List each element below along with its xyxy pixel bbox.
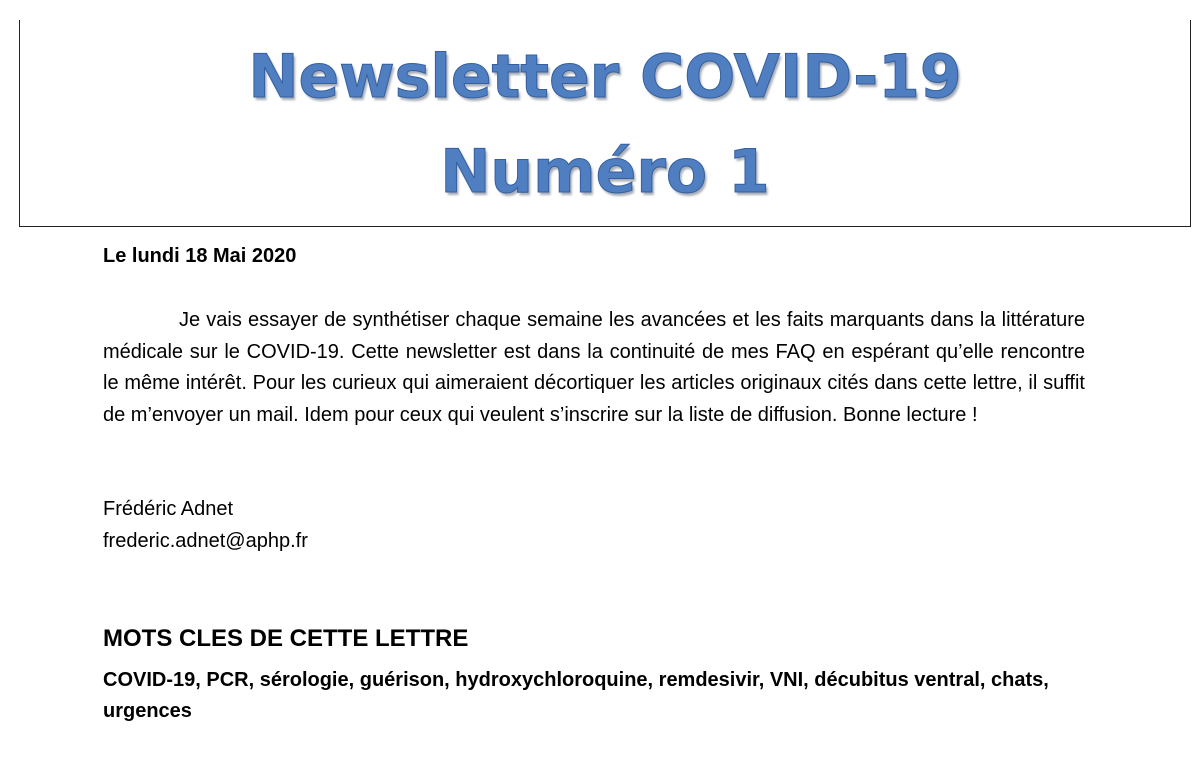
issue-number: Numéro 1 (440, 137, 770, 207)
keywords-heading: MOTS CLES DE CETTE LETTRE (103, 625, 469, 652)
author-email: frederic.adnet@aphp.fr (103, 530, 308, 552)
newsletter-title: Newsletter COVID-19 (248, 42, 962, 112)
author-name: Frédéric Adnet (103, 498, 234, 520)
newsletter-title-box (19, 20, 1191, 227)
intro-paragraph: Je vais essayer de synthétiser chaque semaine les avancées et les faits marquants dans la littérature médicale sur le COVID-19. Cette newsletter est dans la continuité de mes FAQ en espérant qu’elle rencontre le même intérêt. Pour les curieux qui aimeraient décortiquer les articles originaux cités dans cette lettre, il suffit de m’envoyer un mail. Idem pour ceux qui veulent s’inscrire sur la liste de diffusion. Bonne lecture ! (103, 309, 1085, 426)
letter-date: Le lundi 18 Mai 2020 (103, 245, 297, 267)
keywords-list: COVID-19, PCR, sérologie, guérison, hydroxychloroquine, remdesivir, VNI, décubitus ventral, chats, urgences (103, 669, 1049, 722)
